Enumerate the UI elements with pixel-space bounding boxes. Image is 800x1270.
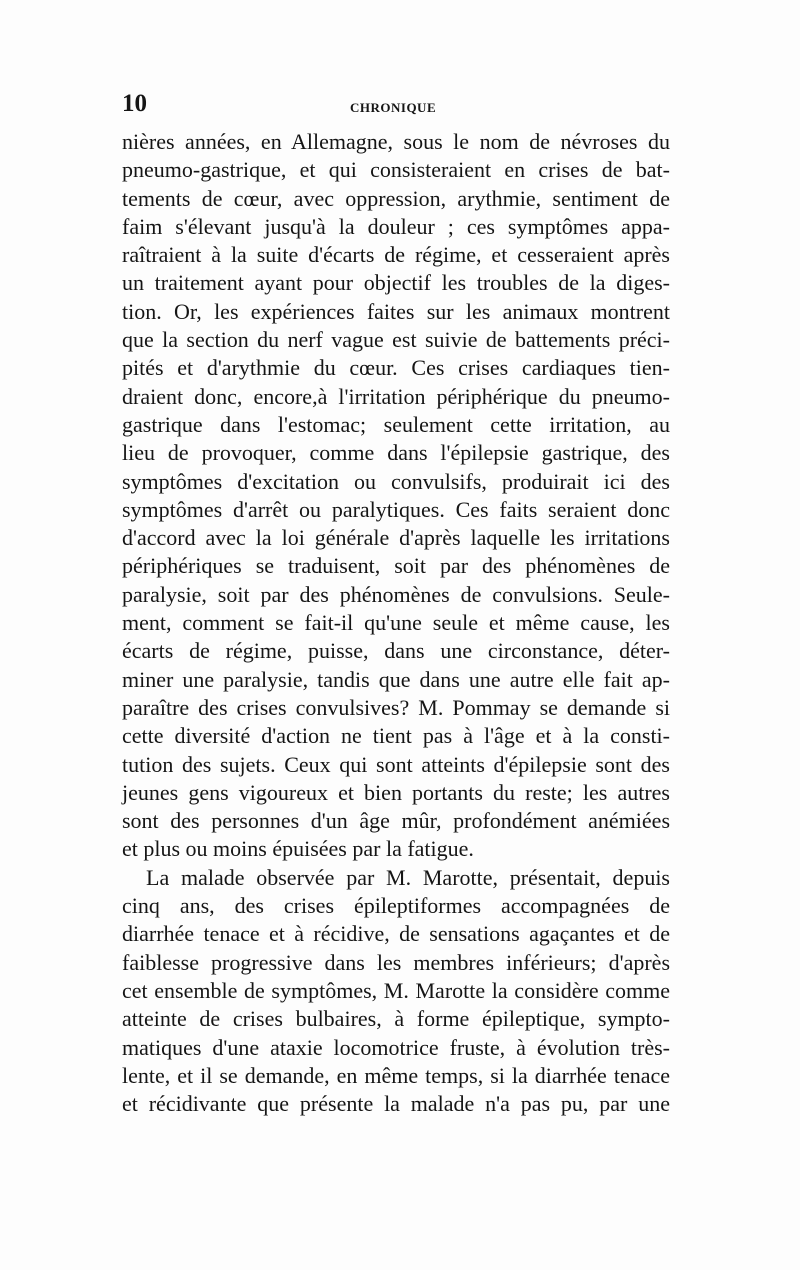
page-number: 10 (122, 90, 147, 117)
text-line: un traitement ayant pour objectif les troubles de la diges- (122, 270, 670, 296)
text-line: nières années, en Allemagne, sous le nom de névroses du (122, 129, 670, 154)
text-line: raîtraient à la suite d'écarts de régime, et cesseraient après (122, 242, 670, 268)
body-text (122, 128, 670, 1118)
text-line: sont des personnes d'un âge mûr, profondément anémiées (122, 808, 670, 834)
text-line: symptômes d'arrêt ou paralytiques. Ces faits seraient donc (122, 496, 670, 522)
running-title: CHRONIQUE (350, 100, 437, 115)
text-line: jeunes gens vigoureux et bien portants du reste; les autres (122, 779, 670, 805)
text-line: matiques d'une ataxie locomotrice fruste, à évolution très- (122, 1034, 670, 1060)
text-line: diarrhée tenace et à récidive, de sensations agaçantes et de (122, 921, 670, 947)
page-header (122, 90, 670, 120)
text-line: lieu de provoquer, comme dans l'épilepsie gastrique, des (122, 440, 670, 466)
text-line: lente, et il se demande, en même temps, si la diarrhée tenace (122, 1062, 670, 1088)
text-line: draient donc, encore,à l'irritation périphérique du pneumo- (122, 383, 670, 409)
text-line-paragraph-start: La malade observée par M. Marotte, présentait, depuis (146, 864, 670, 890)
text-line: tion. Or, les expériences faites sur les animaux montrent (122, 298, 670, 324)
text-line: gastrique dans l'estomac; seulement cette irritation, au (122, 411, 670, 437)
text-line: périphériques se traduisent, soit par des phénomènes de (122, 553, 670, 579)
text-line: pités et d'arythmie du cœur. Ces crises cardiaques tien- (122, 355, 670, 381)
text-line: ment, comment se fait-il qu'une seule et même cause, les (122, 610, 670, 636)
text-line: pneumo-gastrique, et qui consisteraient en crises de bat- (122, 157, 670, 183)
text-line: écarts de régime, puisse, dans une circonstance, déter- (122, 638, 670, 664)
text-line: cette diversité d'action ne tient pas à l'âge et à la consti- (122, 723, 670, 749)
text-line: symptômes d'excitation ou convulsifs, produirait ici des (122, 468, 670, 494)
text-line: atteinte de crises bulbaires, à forme épileptique, sympto- (122, 1006, 670, 1032)
text-line: faiblesse progressive dans les membres inférieurs; d'après (122, 949, 670, 975)
text-line: paraître des crises convulsives? M. Pommay se demande si (122, 694, 670, 720)
text-line: tution des sujets. Ceux qui sont atteints d'épilepsie sont des (122, 751, 670, 777)
text-line: cinq ans, des crises épileptiformes accompagnées de (122, 893, 670, 919)
text-line: cet ensemble de symptômes, M. Marotte la considère comme (122, 977, 670, 1003)
text-line: faim s'élevant jusqu'à la douleur ; ces symptômes appa- (122, 213, 670, 239)
text-line: d'accord avec la loi générale d'après laquelle les irritations (122, 525, 670, 551)
text-line: et récidivante que présente la malade n'a pas pu, par une (122, 1091, 670, 1117)
text-line: que la section du nerf vague est suivie de battements préci- (122, 327, 670, 353)
text-line: miner une paralysie, tandis que dans une autre elle fait ap- (122, 666, 670, 692)
text-line: tements de cœur, avec oppression, arythmie, sentiment de (122, 185, 670, 211)
text-line: paralysie, soit par des phénomènes de convulsions. Seule- (122, 581, 670, 607)
text-line-paragraph-end: et plus ou moins épuisées par la fatigue. (122, 836, 474, 862)
